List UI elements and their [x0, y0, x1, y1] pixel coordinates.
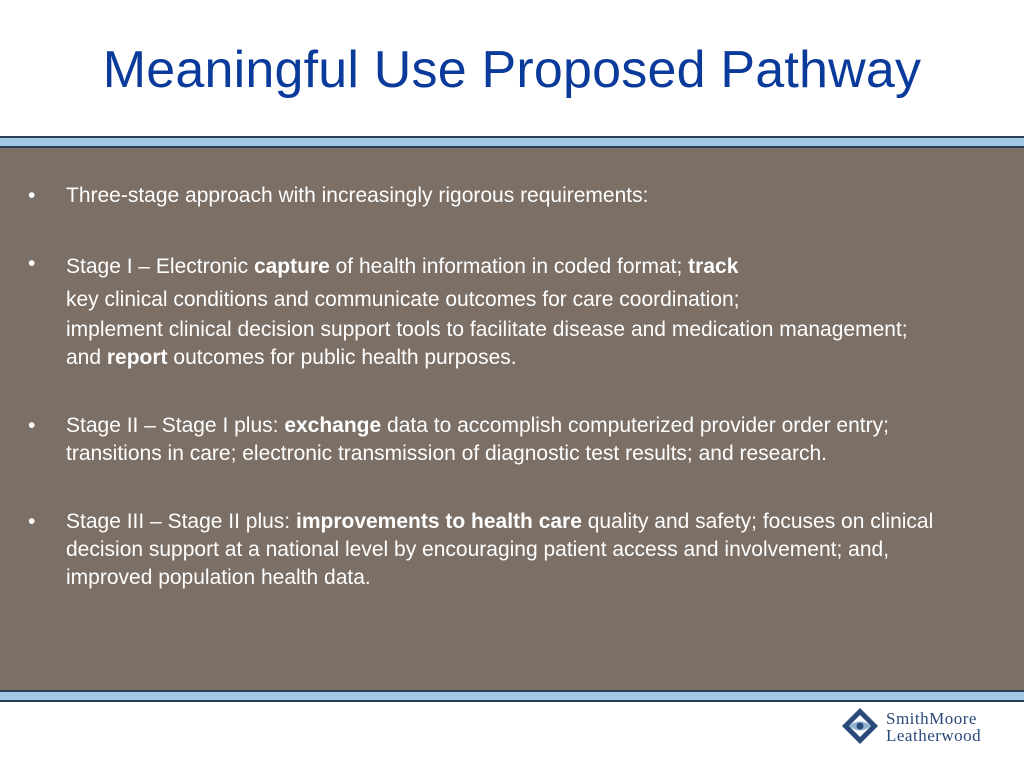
- text-run: Stage III – Stage II plus:: [66, 510, 296, 533]
- text-run: quality and safety; focuses on clinical decision support at a national level by encouraging patient access and involvement; and, improved population health data.: [66, 510, 934, 589]
- emphasis-report: report: [106, 346, 168, 369]
- bullet-item: [0, 412, 1000, 468]
- bullet-item: [0, 508, 1000, 592]
- bullet-marker: •: [28, 510, 36, 533]
- bullet-text: [66, 412, 940, 468]
- text-run: Stage II – Stage I plus:: [66, 414, 285, 437]
- logo-wordmark: [886, 710, 981, 744]
- bullet-item: [0, 182, 1000, 210]
- emphasis-improvements: improvements to health care: [295, 510, 582, 533]
- bullet-text-line: key clinical conditions and communicate outcomes for care coordination;: [66, 288, 740, 311]
- bullet-marker: •: [28, 414, 36, 437]
- bullet-item: [0, 250, 1000, 372]
- bullet-list: [0, 182, 1000, 632]
- logo-line-2: Leatherwood: [886, 726, 982, 745]
- text-run: data to accomplish computerized provider order entry; transitions in care; electronic transmission of diagnostic test results; and research.: [66, 414, 889, 465]
- bullet-marker: •: [28, 252, 36, 275]
- slide-title: Meaningful Use Proposed Pathway: [102, 41, 922, 99]
- emphasis-capture: capture: [253, 255, 330, 278]
- text-run: implement clinical decision support tools to facilitate disease and medication management; and: [66, 318, 908, 369]
- company-logo: [840, 706, 1010, 750]
- emphasis-track: track: [688, 255, 739, 278]
- content-panel: [0, 148, 1024, 690]
- bullet-text-line: [66, 316, 940, 372]
- diamond-eye-icon: [840, 706, 880, 746]
- text-run: outcomes for public health purposes.: [167, 346, 517, 369]
- text-run: of health information in coded format;: [329, 255, 689, 278]
- bottom-divider-band: [0, 690, 1024, 702]
- top-divider-band: [0, 136, 1024, 148]
- emphasis-exchange: exchange: [284, 414, 382, 437]
- text-run: Stage I – Electronic: [66, 255, 254, 278]
- bullet-marker: •: [28, 184, 36, 207]
- logo-line-1: SmithMoore: [886, 709, 977, 728]
- bullet-text: [66, 508, 940, 592]
- bullet-text-line: [66, 250, 940, 283]
- bullet-text: Three-stage approach with increasingly rigorous requirements:: [66, 184, 649, 207]
